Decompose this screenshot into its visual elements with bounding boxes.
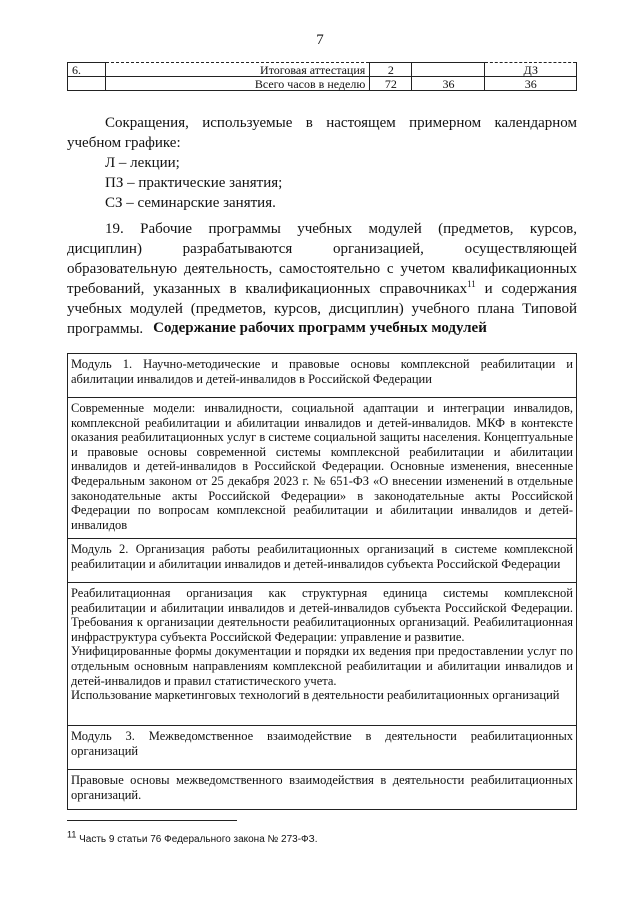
module-2-content	[67, 582, 577, 726]
row-name: Итоговая аттестация	[106, 63, 370, 77]
section-heading: Содержание рабочих программ учебных модулей	[153, 320, 487, 336]
row-hours: 72	[370, 77, 412, 91]
paragraph-19-text-before: 19. Рабочие программы учебных модулей (предметов, курсов, дисциплин) разрабатываются организацией, осуществляющей образовательную деятельность, самостоятельно с учетом квалификационных требований, указанных в квалификационных справочниках	[67, 221, 577, 297]
module-content-paragraph: Использование маркетинговых технологий в деятельности реабилитационных организаций	[71, 688, 560, 703]
row-col-b: ДЗ	[485, 63, 577, 77]
table-row	[68, 77, 577, 91]
module-1-title: Модуль 1. Научно-методические и правовые основы комплексной реабилитации и абилитации инвалидов и детей-инвалидов в Российской Федерации	[67, 353, 577, 398]
abbreviation-item: Л – лекции;	[105, 155, 180, 171]
row-number	[68, 77, 106, 91]
hours-table	[67, 62, 577, 91]
page-number: 7	[316, 32, 324, 48]
abbreviation-item: ПЗ – практические занятия;	[105, 175, 283, 191]
table-row	[68, 63, 577, 77]
module-2-title: Модуль 2. Организация работы реабилитационных организаций в системе комплексной реабилитации и абилитации инвалидов и детей-инвалидов субъекта Российской Федерации	[67, 538, 577, 583]
row-col-a: 36	[412, 77, 485, 91]
module-content-paragraph: Унифицированные формы документации и порядки их ведения при предоставлении услуг по отдельным основным направлениям комплексной реабилитации и абилитации инвалидов и детей-инвалидов и правил статистического учета.	[71, 644, 573, 688]
footnote-ref: 11	[467, 279, 476, 289]
module-3-content	[67, 769, 577, 810]
abbreviation-item: СЗ – семинарские занятия.	[105, 195, 276, 211]
module-content-paragraph: Современные модели: инвалидности, социальной адаптации и интеграции инвалидов, комплексной реабилитации и абилитации инвалидов и детей-инвалидов. МКФ в контексте оказания реабилитационных услуг в системе социальной защиты населения. Концептуальные и правовые основы современной системы комплексной реабилитации и абилитации инвалидов и детей-инвалидов в Российской Федерации. Основные изменения, внесенные Федеральным законом от 25 декабря 2023 г. № 651-ФЗ «О внесении изменений в отдельные законодательные акты Российской Федерации» в законодательные акты Российской Федерации по вопросам комплексной реабилитации и абилитации инвалидов и детей-инвалидов	[71, 401, 573, 532]
footnote-number: 11	[67, 829, 77, 840]
module-content-paragraph: Правовые основы межведомственного взаимодействия в деятельности реабилитационных организаций.	[71, 773, 573, 802]
module-3-title: Модуль 3. Межведомственное взаимодействие в деятельности реабилитационных организаций	[67, 725, 577, 770]
footnote-text: Часть 9 статьи 76 Федерального закона № 273-ФЗ.	[76, 834, 318, 845]
module-1-content	[67, 397, 577, 539]
row-hours: 2	[370, 63, 412, 77]
footnote-divider	[67, 820, 237, 821]
paragraph-19-text-after: и содержания учебных модулей (предметов, курсов, дисциплин) учебного плана Типовой программы.	[67, 281, 577, 337]
footnote	[67, 829, 577, 845]
row-number: 6.	[68, 63, 106, 77]
row-name: Всего часов в неделю	[106, 77, 370, 91]
module-content-paragraph: Реабилитационная организация как структурная единица системы комплексной реабилитации и абилитации инвалидов и детей-инвалидов субъекта Российской Федерации. Требования к организации деятельности реабилитационных организаций. Реабилитационная инфраструктура субъекта Российской Федерации: управление и развитие.	[71, 586, 573, 644]
row-col-a	[412, 63, 485, 77]
abbreviations-block	[67, 113, 577, 213]
abbreviations-intro: Сокращения, используемые в настоящем примерном календарном учебном графике:	[67, 115, 577, 151]
row-col-b: 36	[485, 77, 577, 91]
